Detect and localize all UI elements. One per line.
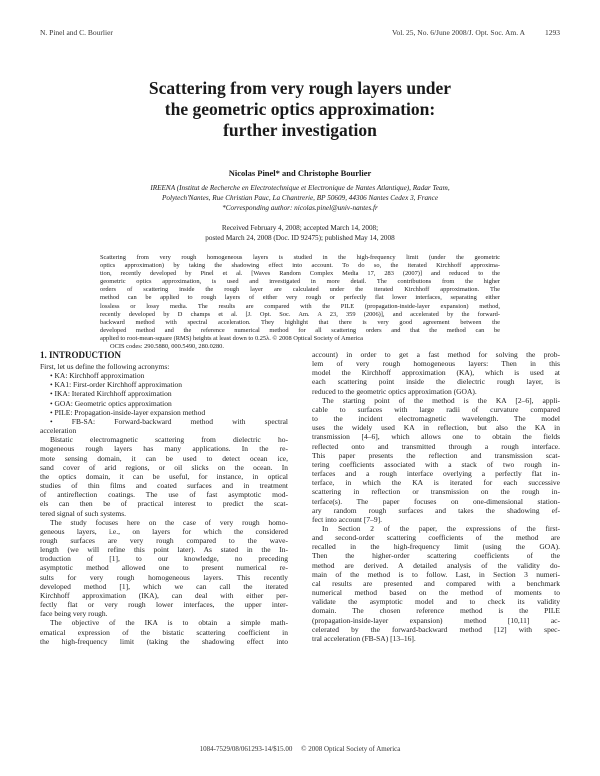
text-line: First, let us define the following acronyms: xyxy=(40,362,170,371)
left-column-text xyxy=(40,362,288,646)
text-line: model the Kirchhoff approximation (KA), which is used at xyxy=(312,368,560,378)
text-line: geneous layers, i.e., on layers for which the considered xyxy=(40,526,288,536)
text-line: uses the widely used KA in reflection, but also the KA in xyxy=(312,423,560,433)
text-line: mote sensing domain, it can be used to detect ocean ice, xyxy=(40,453,288,463)
text-line: transmission [4–6], which allows one to obtain the fields xyxy=(312,432,560,442)
author-list: Nicolas Pinel* and Christophe Bourlier xyxy=(228,168,372,178)
text-line: The starting point of the method is the KA [2–6], appli- xyxy=(322,395,560,405)
text-line: main of the method is to follow. Last, in Section 3 numeri- xyxy=(312,569,560,579)
text-line: • KA1: First-order Kirchhoff approximation xyxy=(50,380,183,390)
text-line: • PILE: Propagation-inside-layer expansion method xyxy=(50,407,206,417)
text-line: numerical method based on the method of moments to xyxy=(312,588,560,598)
text-line: scattering in reflection or transmission on the rough in- xyxy=(312,487,560,497)
text-line: acceleration xyxy=(40,426,77,436)
text-line: • KA: Kirchhoff approximation xyxy=(50,371,145,381)
text-line: celerated by the forward-backward method [12] with spec- xyxy=(312,624,560,634)
text-line: length (we will refine this point later). As stated in the In- xyxy=(40,545,288,555)
text-line: els can then be of practical interest to predict the scat- xyxy=(40,499,288,509)
corresponding-author: *Corresponding author: nicolas.pinel@univ-nantes.fr xyxy=(222,204,378,212)
text-line: fect into account [7–9]. xyxy=(312,514,382,524)
abstract-line: developed method and the reference numerical method for all scattering orders and that the method can be xyxy=(100,326,500,334)
text-line: asymptotic method allowed one to present numerical re- xyxy=(40,563,288,573)
text-line: troduction of [1], to our knowledge, no preceding xyxy=(40,554,288,564)
text-line: reduced to the geometric optics approximation (GOA). xyxy=(312,386,477,396)
text-line: each scattering point inside the dielectric rough layer, is xyxy=(312,377,560,387)
affiliation xyxy=(40,183,560,213)
abstract-line: geometric optics approximation, is used and investigated in more detail. The contributions from the higher xyxy=(100,278,500,286)
abstract-line: tion, recently developed by Pinel et al. [Waves Random Complex Media 17, 283 (2007)] and reduced to the xyxy=(100,270,500,278)
text-line: The study focuses here on the case of very rough homo- xyxy=(50,517,288,527)
text-line: cal results are presented and compared with a benchmark xyxy=(312,578,560,588)
text-line: terface, in which the KA is iterated for each successive xyxy=(312,478,560,488)
text-line: fectly flat or very rough lower interfaces, the upper inter- xyxy=(40,600,288,610)
text-line: developed method [1], which we can call the iterated xyxy=(40,581,288,591)
dates-line: posted March 24, 2008 (Doc. ID 92475); published May 14, 2008 xyxy=(205,234,395,242)
text-line: tered signal of such systems. xyxy=(40,508,127,518)
text-line: terface(s). The paper focuses on one-dimensional station- xyxy=(312,496,560,506)
text-line: tering coefficients associated with a stack of two rough in- xyxy=(312,459,560,469)
title-line: the geometric optics approximation: xyxy=(164,99,436,119)
text-line: of antireflection coatings. The use of fast asymptotic mod- xyxy=(40,490,288,500)
text-line: reflected onto and transmitted through a rough interface. xyxy=(312,441,560,451)
text-line: sults for very rough homogeneous layers. This recently xyxy=(40,572,288,582)
title-line: Scattering from very rough layers under xyxy=(148,78,452,98)
text-line: • FB-SA: Forward-backward method with spectral xyxy=(50,416,288,426)
abstract-line: orders of scattering inside the rough layer are calculated under the iterated Kirchhoff approximation. The xyxy=(100,286,500,294)
right-column xyxy=(312,350,560,643)
text-line: cable to surfaces with large radii of curvature compared xyxy=(312,404,560,414)
title-line: further investigation xyxy=(223,120,377,140)
text-line: • GOA: Geometric optics approximation xyxy=(50,398,172,408)
dates-line: Received February 4, 2008; accepted March 14, 2008; xyxy=(221,224,379,232)
text-line: the high-frequency limit (taking the shadowing effect into xyxy=(40,636,288,646)
text-line: to the incident electromagnetic wavelength. The model xyxy=(312,414,560,424)
abstract-line: recently developed by D champs et al. [J. Opt. Soc. Am. A 23, 359 (2006)], and accelerated by the forward- xyxy=(100,310,500,318)
text-line: validate the asymptotic model and to check its validity xyxy=(312,597,560,607)
text-line: The objective of the IKA is to obtain a simple math- xyxy=(50,618,288,628)
ocis-codes: OCIS codes: 290.5880, 000.5490, 280.0280. xyxy=(110,343,224,351)
text-line: account) in order to get a fast method for solving the prob- xyxy=(312,350,560,359)
text-line: and second-order scattering coefficients of the method are xyxy=(312,533,560,543)
affiliation-line: Polytech'Nantes, Rue Christian Pauc, La Chantrerie, BP 50609, 44306 Nantes Cedex 3, France xyxy=(161,194,439,202)
running-head-authors: N. Pinel and C. Bourlier xyxy=(40,28,113,37)
text-line: studies of thin films and coated surfaces and in treatment xyxy=(40,481,288,491)
text-line: the optics domain, it can be useful, for instance, in optical xyxy=(40,471,288,481)
text-line: • IKA: Iterated Kirchhoff approximation xyxy=(50,389,172,399)
text-line: In Section 2 of the paper, the expressions of the first- xyxy=(322,523,560,533)
text-line: terfaces and a rough interface overlying a perfectly flat in- xyxy=(312,469,560,479)
text-line: ary random rough surfaces and takes the shadowing ef- xyxy=(312,505,560,515)
text-line: (propagation-inside-layer expansion) method [10,11] ac- xyxy=(312,615,560,625)
text-line: face being very rough. xyxy=(40,609,108,619)
text-line: domain. The chosen reference method is the PILE xyxy=(312,606,560,616)
publication-dates xyxy=(40,223,560,243)
text-line: lem of very rough homogeneous layers: Then in this xyxy=(312,359,560,369)
text-line: Kirchhoff approximation (IKA), can deal with either per- xyxy=(40,590,288,600)
abstract-line: optics approximation) by taking the shadowing effect into account. To do so, the iterated Kirchhoff approxima- xyxy=(100,262,500,270)
text-line: Bistatic electromagnetic scattering from dielectric ho- xyxy=(50,435,288,445)
copyright-footer: 1084-7529/08/061293-14/$15.00 © 2008 Optical Society of America xyxy=(199,745,401,753)
paper-title xyxy=(40,78,560,141)
text-line: recalled in the high-frequency limit (using the GOA). xyxy=(312,542,560,552)
abstract-line: lossless or lossy media. The results are compared with the PILE (propagation-inside-layer expansion) method, xyxy=(100,302,500,310)
text-line: sand cover of arid regions, or oil slicks on the ocean. In xyxy=(40,462,288,472)
running-head-journal: Vol. 25, No. 6/June 2008/J. Opt. Soc. Am. A xyxy=(392,28,525,37)
abstract-line: method can be applied to rough layers of either very rough or perfectly flat lower interfaces, separating either xyxy=(100,294,500,302)
text-line: tral acceleration (FB-SA) [13–16]. xyxy=(312,633,416,643)
text-line: rough surfaces are very rough compared to the wave- xyxy=(40,535,288,545)
abstract xyxy=(100,254,500,351)
text-line: method are derived. A detailed analysis of the validity do- xyxy=(312,560,560,570)
affiliation-line: IREENA (Institut de Recherche en Electrotechnique et Electronique de Nantes Atlantique), Radar Team, xyxy=(150,184,450,192)
text-line: mogeneous rough layers has many applications. In the re- xyxy=(40,444,288,454)
page-number: 1293 xyxy=(545,28,560,37)
section-heading: 1. INTRODUCTION xyxy=(40,350,122,360)
text-line: This paper presents the reflection and transmission scat- xyxy=(312,450,560,460)
abstract-line: applied to root-mean-square (RMS) heights at least down to 0.25λ. © 2008 Optical Society of America xyxy=(100,334,363,342)
abstract-line: Scattering from very rough homogeneous layers is studied in the high-frequency limit (under the geometric xyxy=(100,254,500,261)
text-line: Then the higher-order scattering coefficients of the xyxy=(312,551,560,561)
abstract-line: backward method with spectral acceleration. They highlight that there is very good agreement between the xyxy=(100,318,500,326)
right-column-text xyxy=(312,350,560,643)
left-column xyxy=(40,350,288,646)
text-line: ematical expression of the bistatic scattering coefficient in xyxy=(40,627,288,637)
